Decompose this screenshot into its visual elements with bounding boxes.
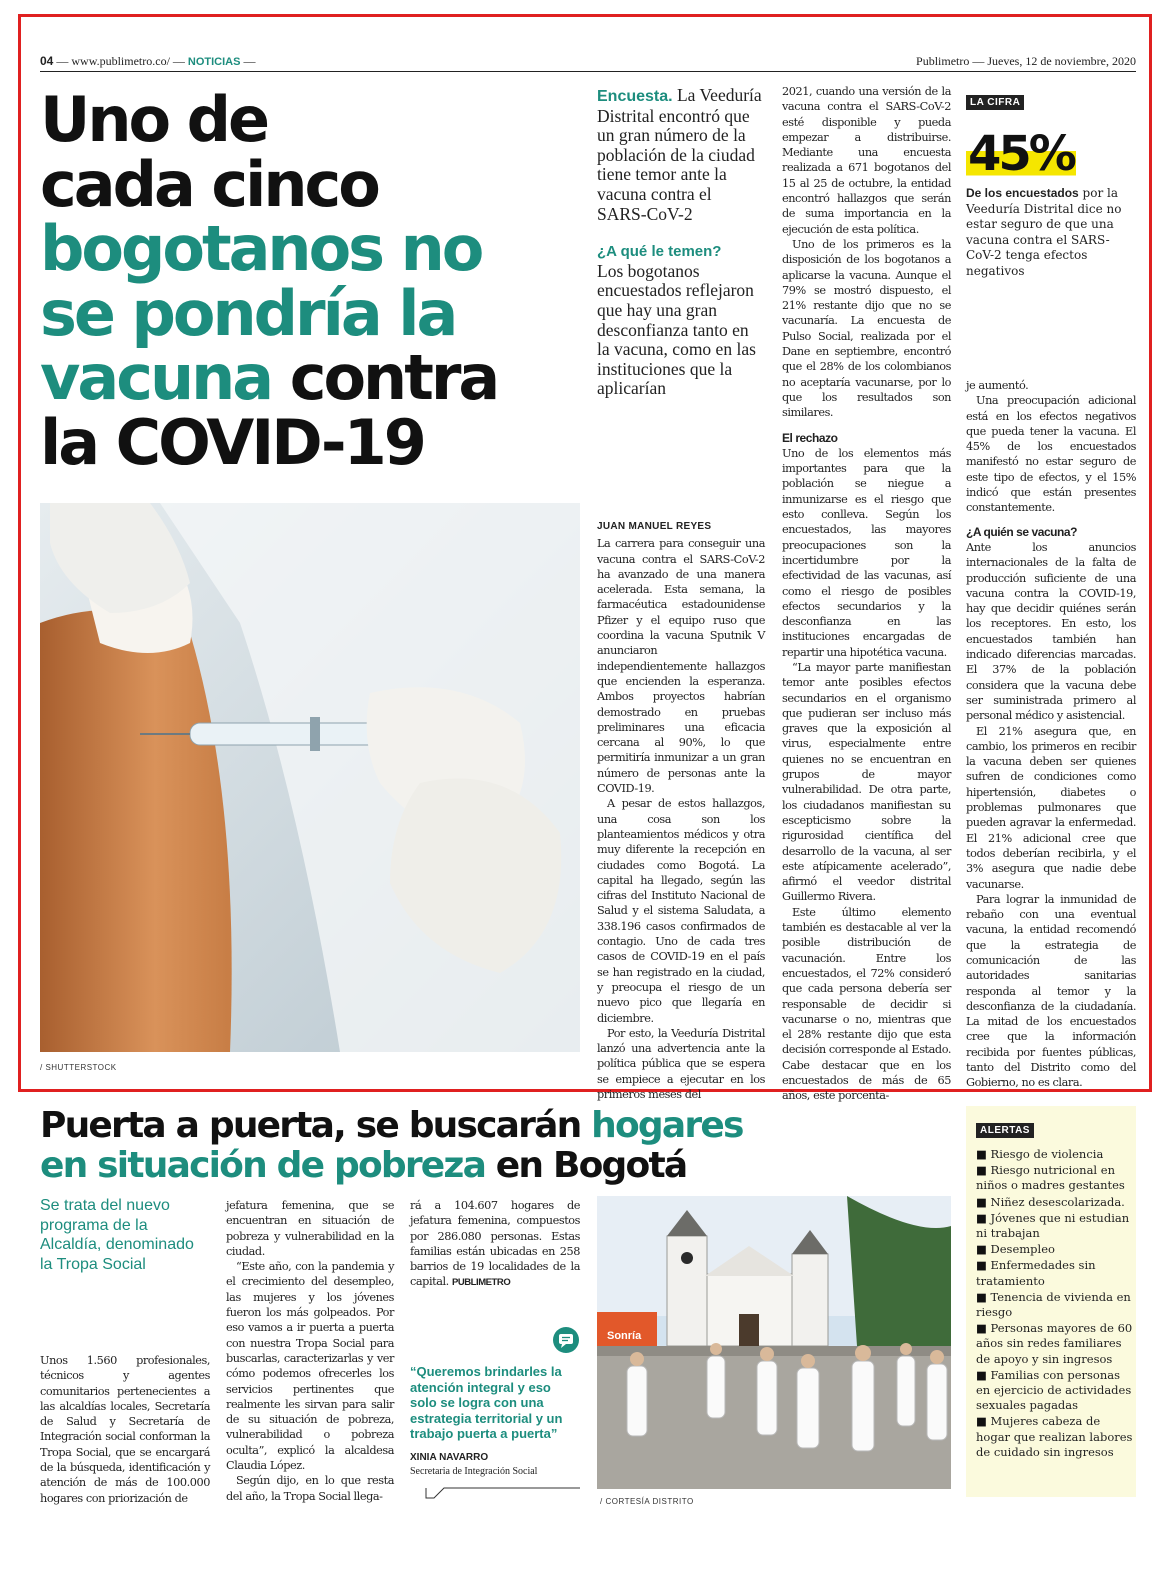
shop-sign: Sonría	[607, 1330, 642, 1342]
paragraph: Uno de los elementos más importantes para que la población se niegue a inmunizarse es el riesgo que esto conlleva. Según los encuestados, las mayores preocupaciones son la incertidumbre por la efectividad de las vacunas, así como el riesgo de posibles efectos secundarios y la desconfianza en las instituciones encargadas de repartir una hipotética vacuna.	[782, 446, 951, 659]
paragraph: A pesar de estos hallazgos, una cosa son los planteamientos médicos y otra muy diferente la recepción en ciudades como Bogotá. La capital ha llegado, según las cifras del Instituto Nacional de Salud y el sistema Saludata, a 338.196 casos confirmados de contagio. Uno de cada tres casos de COVID-19 en el país se han registrado en la ciudad, y preocupa el riesgo de un nuevo pico que llegaría en diciembre.	[597, 797, 765, 1025]
alertas-tag: ALERTAS	[976, 1123, 1034, 1138]
story2-deck: Se trata del nuevo programa de la Alcaldía, denominado la Tropa Social	[40, 1197, 194, 1273]
photo-credit: / CORTESÍA DISTRITO	[600, 1497, 694, 1506]
quote-block	[410, 1326, 580, 1508]
paragraph: “La mayor parte manifiestan temor ante posibles efectos secundarios en el organismo que pudieran ser incluso más graves que la exposición al virus, especialmente entre quienes no se encuentran en grupos de mayor vulnerabilidad. De otra parte, los ciudadanos manifiestan su escepticismo sobre la rigurosidad científica del desarrollo de la vacuna, al ser este atípicamente acelerado”, afirmó el veedor distrital Guillermo Rivera.	[782, 660, 951, 904]
paragraph: “Este año, con la pandemia y el crecimiento del desempleo, las mujeres y los jóvenes fueron los más golpeados. Por eso vamos a ir puerta a puerta con nuestra Tropa Social para buscarlas, caracterizarlas y ver cómo podemos ofrecerles los servicios pertinentes que realmente les sirvan para salir de su situación de pobreza, vulnerabilidad o pobreza oculta”, explicó la alcaldesa Claudia López.	[226, 1260, 394, 1473]
alertas-box	[966, 1106, 1136, 1497]
deck-lead: Encuesta.	[597, 88, 673, 105]
headline-line	[40, 1106, 940, 1146]
paragraph: La carrera para conseguir una vacuna contra el SARS-CoV-2 ha avanzado de una manera acelerada. Esta semana, la farmacéutica estadounidense Pfizer y el equipo ruso que coordina la vacuna Sputnik V anunciaron independientemente hallazgos que encienden la esperanza. Ambos proyectos habrían demostrado en pruebas preliminares una eficacia cercana al 90%, lo que permitiría inmunizar a un gran número de personas ante la COVID-19.	[597, 537, 765, 796]
header-left: 04 — www.publimetro.co/ — NOTICIAS —	[40, 54, 256, 68]
subhead-rechazo: El rechazo	[782, 430, 838, 445]
alert-item: ■ Niñez desescolarizada.	[976, 1195, 1136, 1210]
story1-deck	[597, 86, 765, 399]
pull-quote: “Queremos brindarles la atención integral y eso solo se logra con una estrategia territorial y un trabajo puerta a puerta”	[410, 1364, 563, 1441]
headline-word: contra	[271, 341, 498, 414]
speech-bubble-icon	[552, 1326, 580, 1354]
alert-item: ■ Mujeres cabeza de hogar que realizan labores de cuidado sin ingresos	[976, 1414, 1136, 1460]
headline-line: la COVID-19	[40, 405, 424, 479]
paragraph-text: rá a 104.607 hogares de jefatura femenina, compuestos por 286.080 personas. Estas familias están ubicadas en 258 barrios de 19 localidades de la capital.	[410, 1199, 580, 1289]
vaccine-photo	[40, 503, 580, 1052]
headline-line: Uno de	[40, 83, 268, 156]
la-cifra-box	[966, 90, 1136, 280]
story1-column-2	[782, 84, 951, 1104]
quote-author: XINIA NAVARRO	[410, 1452, 489, 1463]
church-scene-illustration	[597, 1196, 951, 1489]
alert-item: ■ Familias con personas en ejercicio de actividades sexuales pagadas	[976, 1368, 1136, 1414]
masthead: Publimetro	[916, 54, 970, 68]
paragraph: Para lograr la inmunidad de rebaño con una eventual vacuna, la entidad recomendó que la estrategia de comunicación de las autoridades sanitarias responda al temor y la desconfianza de la ciudadanía. La mitad de los encuestados cree que la información recibida por fuentes públicas, tanto del Distrito como del Gobierno, no es clara.	[966, 892, 1136, 1090]
deck-text: La Veeduría Distrital encontró que un gran número de la población de la ciudad tiene temor ante la vacuna contra el SARS-CoV-2	[597, 85, 762, 224]
issue-date: Jueves, 12 de noviembre, 2020	[987, 54, 1136, 68]
paragraph: Este último elemento también es destacable al ver la posible distribución de vacunación. Entre los encuestados, el 72% consideró que cada persona debería ser responsable de decidir si vacunarse o no, mientras que el 28% restante dijo que esta decisión corresponde al Estado. Cabe destacar que en los encuestados de más de 65 años, este porcenta-	[782, 905, 951, 1103]
headline-part: en Bogotá	[485, 1145, 687, 1186]
story2-column-3	[410, 1198, 580, 1291]
story2-column-2	[226, 1198, 394, 1504]
paragraph: Unos 1.560 profesionales, técnicos y agentes comunitarios pertenecientes a las alcaldías locales, Secretaría de Salud y Secretaría de Integración social conforman la Tropa Social, que se encargará de la búsqueda, identificación y atención de más de 100.000 hogares con priorización de	[40, 1354, 210, 1505]
headline-line: cada cinco	[40, 147, 378, 221]
cifra-tag: LA CIFRA	[966, 95, 1024, 110]
paragraph	[410, 1198, 580, 1291]
byline: JUAN MANUEL REYES	[597, 521, 712, 532]
header-right: Publimetro — Jueves, 12 de noviembre, 2020	[916, 54, 1136, 68]
headline-line: se pondría la	[40, 276, 456, 350]
paragraph: Según dijo, en lo que resta del año, la Tropa Social llega-	[226, 1474, 394, 1503]
paragraph: Uno de los primeros es la disposición de los bogotanos a aplicarse la vacuna. Aunque el 79% se mostró dispuesto, el 21% restante dijo que no se vacunaría. La encuesta de Pulso Social, realizada por el Dane en septiembre, encontró que el 28% de los colombianos no aceptaría vacunarse, por lo que los resultados son similares.	[782, 237, 951, 420]
headline-part: en situación de pobreza	[40, 1145, 486, 1186]
alert-item: ■ Personas mayores de 60 años sin redes familiares de apoyo y sin ingresos	[976, 1321, 1136, 1367]
headline-line	[40, 1146, 940, 1186]
story2-headline	[40, 1106, 940, 1186]
story1-headline	[40, 83, 600, 479]
headline-word: vacuna	[40, 341, 272, 414]
paragraph: jefatura femenina, que se encuentran en situación de pobreza y vulnerabilidad en la ciudad.	[226, 1199, 394, 1258]
alert-item: ■ Desempleo	[976, 1242, 1136, 1257]
cifra-value: 45%	[968, 126, 1074, 182]
alert-item: ■ Riesgo de violencia	[976, 1147, 1136, 1162]
cifra-bold: De los encuestados	[966, 186, 1079, 200]
alert-item: ■ Riesgo nutricional en niños o madres gestantes	[976, 1163, 1136, 1193]
paragraph: Por esto, la Veeduría Distrital lanzó una advertencia ante la política pública que se espera se empiece a ejecutar en los primeros meses del	[597, 1026, 765, 1101]
section-label: NOTICIAS	[187, 56, 241, 68]
alertas-list	[976, 1147, 1136, 1460]
alert-item: ■ Jóvenes que ni estudian ni trabajan	[976, 1211, 1136, 1241]
tropa-social-photo	[597, 1196, 951, 1489]
vaccine-illustration	[40, 503, 580, 1052]
photo-credit: / SHUTTERSTOCK	[40, 1063, 117, 1072]
paragraph: El 21% asegura que, en cambio, los primeros en recibir la vacuna deben ser quienes sufren de condiciones como hipertensión, diabetes o problemas pulmonares que pueden agravar la enfermedad. El 21% adicional cree que todos deberían recibirla, y el 3% asegura que nadie debe vacunarse.	[966, 724, 1136, 891]
alert-item: ■ Enfermedades sin tratamiento	[976, 1258, 1136, 1288]
quote-role: Secretaria de Integración Social	[410, 1466, 538, 1477]
subhead-a-quien: ¿A quién se vacuna?	[966, 524, 1078, 539]
cifra-description	[966, 186, 1136, 280]
story2-column-1	[40, 1353, 210, 1506]
deck-question-text: Los bogotanos encuestados reflejaron que hay una gran desconfianza tanto en la vacuna, como en las instituciones que la aplicarían	[597, 260, 756, 399]
site-link[interactable]: www.publimetro.co/	[71, 54, 170, 68]
page-header	[40, 53, 1136, 72]
story1-column-1	[597, 519, 765, 1102]
alert-item: ■ Tenencia de vivienda en riesgo	[976, 1290, 1136, 1320]
headline-line	[40, 341, 600, 414]
paragraph: Una preocupación adicional está en los efectos negativos que pueda tener la vacuna. El 45% de los encuestados manifestó no estar seguro de este tipo de efectos, y el 15% indicó que están presentes constantemente.	[966, 394, 1136, 515]
cifra-text: por la Veeduría Distrital dice no estar seguro de que una vacuna contra el SARS-CoV-2 tenga efectos negativos	[966, 186, 1122, 278]
story1-column-3	[966, 378, 1136, 1091]
headline-part: hogares	[591, 1105, 743, 1146]
quote-divider	[410, 1486, 580, 1502]
signature: PUBLIMETRO	[451, 1277, 511, 1289]
page-number: 04	[40, 54, 54, 68]
headline-part: Puerta a puerta, se buscarán	[40, 1105, 592, 1146]
paragraph: je aumentó.	[966, 379, 1029, 392]
paragraph: Ante los anuncios internacionales de la falta de producción suficiente de una vacuna contra la COVID-19, hay que decidir quiénes serán los receptores. En esto, los encuestados también han indicado diferencias marcadas. El 37% de la población considera que la vacuna debe ser suministrada primero al personal médico y asistencial.	[966, 540, 1136, 723]
paragraph: 2021, cuando una versión de la vacuna contra el SARS-CoV-2 esté disponible y pueda empezar a distribuirse. Mediante una encuesta realizada a 671 bogotanos del 15 al 25 de octubre, la entidad encontró hallazgos que serán de suma importancia en la ejecución de esta política.	[782, 85, 951, 236]
headline-line: bogotanos no	[40, 212, 482, 285]
deck-question: ¿A qué le temen?	[597, 243, 722, 261]
